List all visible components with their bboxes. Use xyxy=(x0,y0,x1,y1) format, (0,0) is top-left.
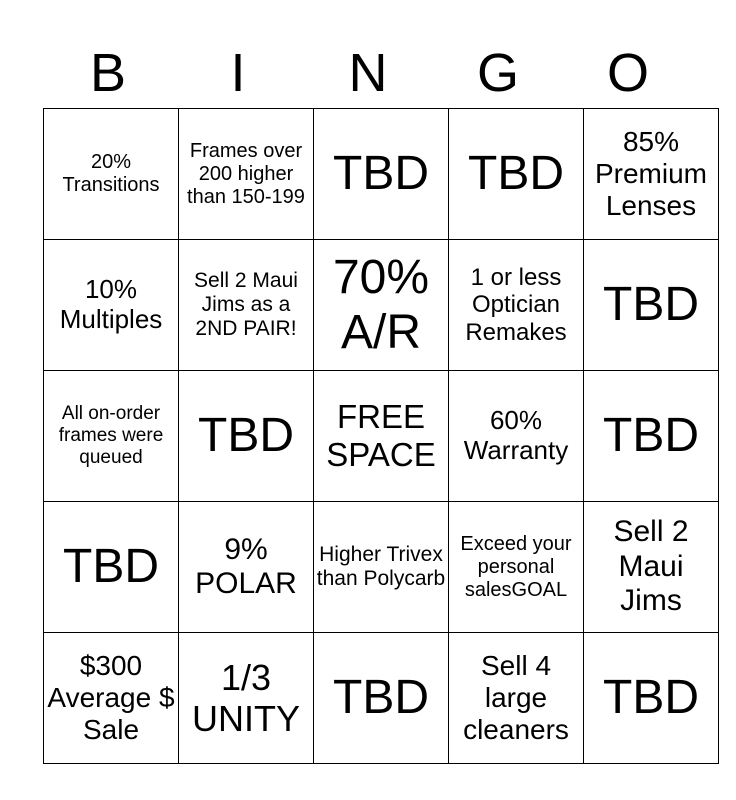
bingo-cell[interactable]: Sell 2 Maui Jims as a 2ND PAIR! xyxy=(179,240,314,371)
bingo-row xyxy=(44,633,719,764)
header-letter-b: B xyxy=(89,43,127,103)
bingo-cell[interactable]: TBD xyxy=(584,633,719,764)
bingo-cell[interactable]: 10% Multiples xyxy=(44,240,179,371)
header-letter-g: G xyxy=(476,43,519,103)
bingo-cell[interactable]: TBD xyxy=(314,109,449,240)
bingo-cell[interactable]: 70% A/R xyxy=(314,240,449,371)
bingo-cell[interactable]: $300 Average $ Sale xyxy=(44,633,179,764)
bingo-row xyxy=(44,502,719,633)
bingo-cell[interactable]: TBD xyxy=(584,371,719,502)
bingo-cell[interactable]: TBD xyxy=(584,240,719,371)
bingo-cell[interactable]: 60% Warranty xyxy=(449,371,584,502)
bingo-cell[interactable]: Sell 4 large cleaners xyxy=(449,633,584,764)
bingo-cell[interactable]: FREE SPACE xyxy=(314,371,449,502)
bingo-cell[interactable]: Frames over 200 higher than 150-199 xyxy=(179,109,314,240)
header-letter-i: I xyxy=(230,43,246,103)
bingo-cell[interactable]: 85% Premium Lenses xyxy=(584,109,719,240)
bingo-cell[interactable]: TBD xyxy=(44,502,179,633)
bingo-cell[interactable]: All on-order frames were queued xyxy=(44,371,179,502)
header-letter-n: N xyxy=(348,43,388,103)
bingo-row xyxy=(44,240,719,371)
bingo-cell[interactable]: TBD xyxy=(449,109,584,240)
bingo-cell[interactable]: 1/3 UNITY xyxy=(179,633,314,764)
bingo-cell[interactable]: 20% Transitions xyxy=(44,109,179,240)
bingo-cell[interactable]: Sell 2 Maui Jims xyxy=(584,502,719,633)
bingo-cell[interactable]: TBD xyxy=(179,371,314,502)
bingo-cell[interactable]: 9% POLAR xyxy=(179,502,314,633)
bingo-cell[interactable]: Higher Trivex than Polycarb xyxy=(314,502,449,633)
bingo-cell[interactable]: TBD xyxy=(314,633,449,764)
bingo-cell[interactable]: 1 or less Optician Remakes xyxy=(449,240,584,371)
bingo-row xyxy=(44,109,719,240)
bingo-row xyxy=(44,371,719,502)
bingo-header xyxy=(43,38,693,108)
bingo-grid xyxy=(43,108,719,764)
bingo-cell[interactable]: Exceed your personal salesGOAL xyxy=(449,502,584,633)
header-letter-o: O xyxy=(606,43,649,103)
